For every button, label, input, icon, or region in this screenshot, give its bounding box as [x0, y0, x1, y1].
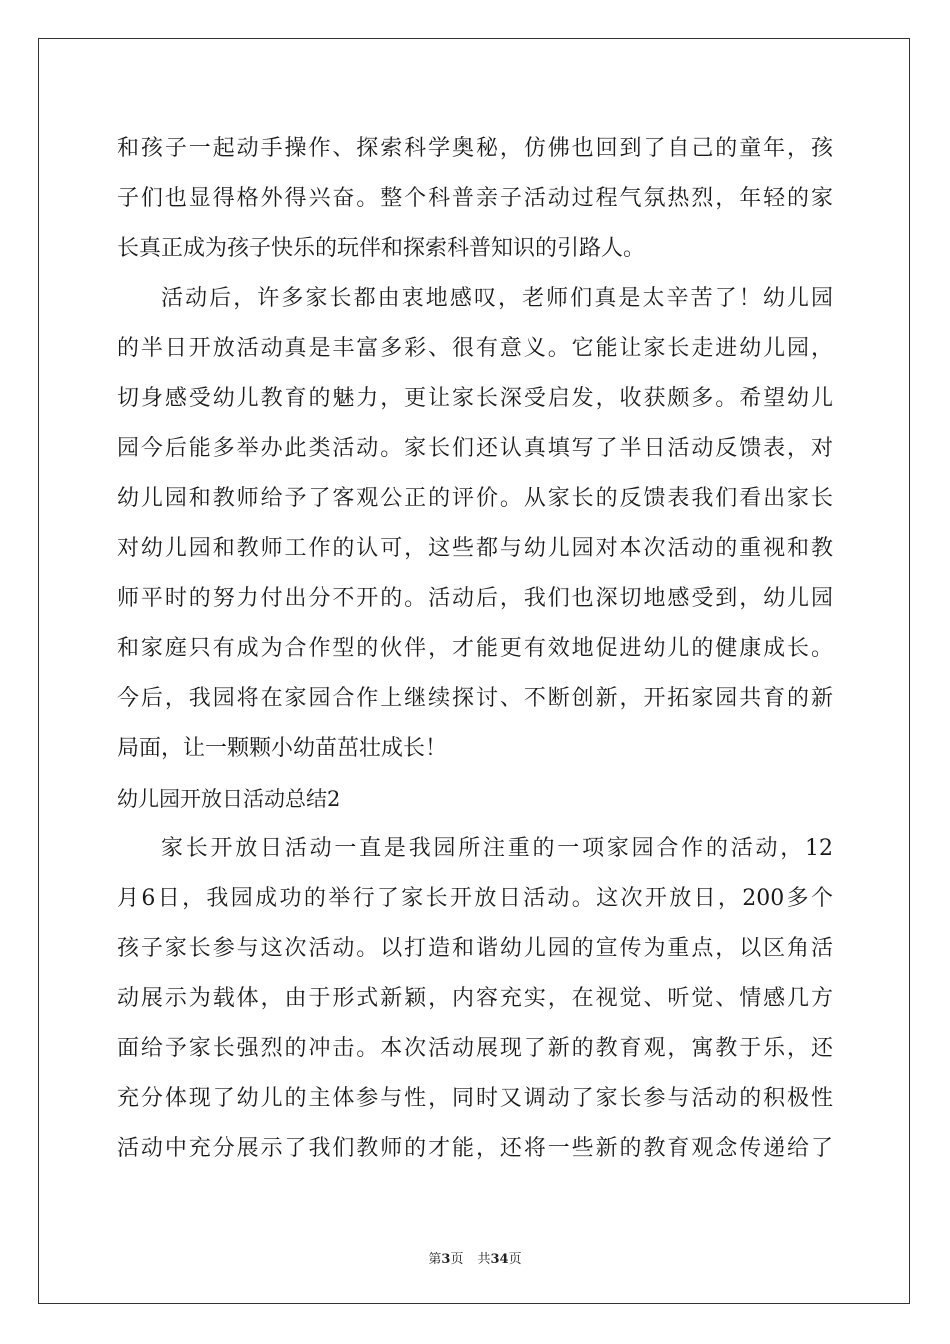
- text-line: 子们也显得格外得兴奋。整个科普亲子活动过程气氛热烈，年轻的家: [117, 186, 833, 211]
- text-line: 活动中充分展示了我们教师的才能，还将一些新的教育观念传递给了: [117, 1136, 833, 1161]
- section-heading: 幼儿园开放日活动总结2: [117, 787, 341, 811]
- text-line: 幼儿园和教师给予了客观公正的评价。从家长的反馈表我们看出家长: [117, 486, 833, 511]
- text-line: 充分体现了幼儿的主体参与性，同时又调动了家长参与活动的积极性: [117, 1086, 833, 1111]
- text-line: 今后，我园将在家园合作上继续探讨、不断创新，开拓家园共育的新: [117, 686, 833, 711]
- page-number: 3: [441, 1252, 451, 1267]
- text-line: 的半日开放活动真是丰富多彩、很有意义。它能让家长走进幼儿园，: [117, 336, 833, 361]
- text-line: 面给予家长强烈的冲击。本次活动展现了新的教育观，寓教于乐，还: [117, 1036, 833, 1061]
- text-line: 月6日，我园成功的举行了家长开放日活动。这次开放日，200多个: [117, 886, 833, 911]
- text-line: 对幼儿园和教师工作的认可，这些都与幼儿园对本次活动的重视和教: [117, 536, 833, 561]
- total-prefix: 共: [477, 1252, 491, 1267]
- text-line: 活动后，许多家长都由衷地感叹，老师们真是太辛苦了！幼儿园: [161, 286, 833, 311]
- page-prefix: 第: [428, 1252, 442, 1267]
- total-suffix: 页: [508, 1252, 522, 1267]
- page-suffix: 页: [450, 1252, 464, 1267]
- text-line: 和家庭只有成为合作型的伙伴，才能更有效地促进幼儿的健康成长。: [117, 636, 833, 661]
- text-line: 长真正成为孩子快乐的玩伴和探索科普知识的引路人。: [117, 236, 646, 261]
- text-line: 切身感受幼儿教育的魅力，更让家长深受启发，收获颇多。希望幼儿: [117, 386, 833, 411]
- text-line: 师平时的努力付出分不开的。活动后，我们也深切地感受到，幼儿园: [117, 586, 833, 611]
- text-line: 局面，让一颗颗小幼苗茁壮成长！: [117, 736, 448, 761]
- text-line: 和孩子一起动手操作、探索科学奥秘，仿佛也回到了自己的童年，孩: [117, 136, 833, 161]
- text-line: 动展示为载体，由于形式新颖，内容充实，在视觉、听觉、情感几方: [117, 986, 833, 1011]
- document-body: [117, 124, 833, 1174]
- text-line: 家长开放日活动一直是我园所注重的一项家园合作的活动，12: [161, 836, 833, 861]
- total-pages: 34: [490, 1252, 509, 1267]
- text-line: 园今后能多举办此类活动。家长们还认真填写了半日活动反馈表，对: [117, 436, 833, 461]
- page-footer: [0, 1248, 950, 1267]
- text-line: 孩子家长参与这次活动。以打造和谐幼儿园的宣传为重点，以区角活: [117, 936, 833, 961]
